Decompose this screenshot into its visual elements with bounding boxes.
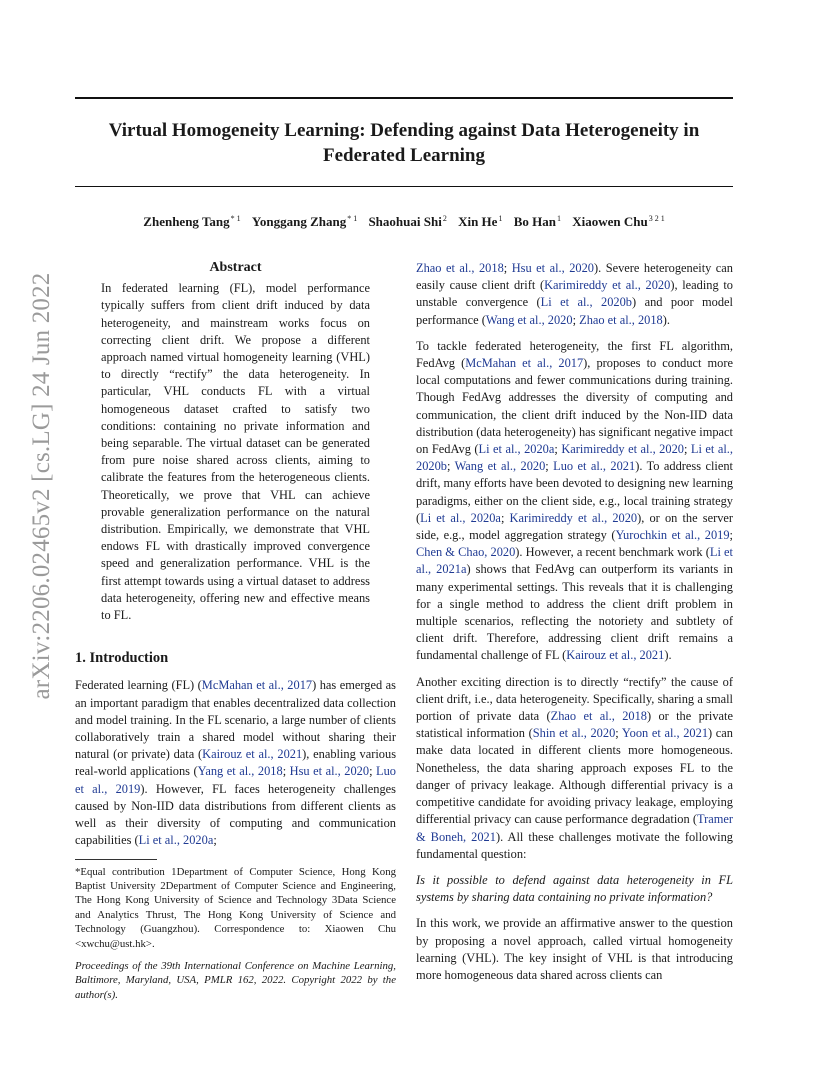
text-run: ; [683,442,691,457]
body-paragraph [416,338,733,665]
title-line-1: Virtual Homogeneity Learning: Defending against Data Heterogeneity in [108,120,700,141]
citation-link[interactable]: Yurochkin et al., 2019 [615,528,730,543]
author: Xin He$^1$ [458,214,503,229]
arxiv-identifier: arXiv:2206.02465v2 [cs.LG] 24 Jun 2022 [28,272,55,700]
text-run: ; [369,764,377,779]
text-run: ; [572,312,580,327]
text-run: ). However, a recent benchmark work ( [515,545,710,560]
text-run: ). [662,312,670,327]
citation-link[interactable]: Li et al., 2020b [416,442,733,474]
text-run: ), leading to unstable convergence ( [416,278,733,310]
citation-link[interactable]: Hsu et al., 2020 [289,764,370,779]
citation-link[interactable]: McMahan et al., 2017 [201,678,313,693]
text-run: ; [446,459,455,474]
text-run: ). However, FL faces heterogeneity challenges caused by Non-IID data distributions from different clients as well as their diversity of computing and communication capabilities ( [75,781,396,848]
section-heading-introduction: 1. Introduction [75,650,169,667]
text-run: To tackle federated heterogeneity, the first FL algorithm, FedAvg ( [416,338,733,371]
paper-title [75,118,733,168]
text-run: ; [503,261,512,275]
text-run: ; [615,726,622,741]
abstract-heading: Abstract [209,260,262,275]
author: Yonggang Zhang$^{* 1}$ [251,214,358,229]
text-run: ) and poor model performance ( [416,295,733,327]
body-paragraph: In this work, we provide an affirmative answer to the question by proposing a novel approach, called virtual homogeneity learning (VHL). The key insight of VHL is that introducing more homogeneous data shared across clients can [416,916,733,982]
citation-link[interactable]: Li et al., 2020b [540,295,633,310]
citation-link[interactable]: Zhao et al., 2018 [579,312,663,327]
citation-link[interactable]: Zhao et al., 2018 [416,261,504,275]
citation-link[interactable]: Chen & Chao, 2020 [416,545,516,560]
abstract-text: In federated learning (FL), model performance typically suffers from client drift induced by data heterogeneity, and mainstream works focus on correcting client drift. We propose a different approach named virtual homogeneity learning (VHL) to directly “rectify” the data heterogeneity. In particular, VHL conducts FL with a virtual homogeneous dataset crafted to satisfy two conditions: containing no private information and being separable. The virtual dataset can be generated from pure noise shared across clients, aiming to calibrate the features from the heterogeneous clients. Theoretically, we prove that VHL can achieve provable generalization performance on the natural distribution. Empirically, we demonstrate that VHL endows FL with drastically improved convergence speed and generalization performance. VHL is the first attempt towards using a virtual dataset to address data heterogeneity, offering new and effective means to FL. [101,281,370,623]
author-list [75,214,733,230]
citation-link[interactable]: Li et al., 2021a [416,545,733,577]
citation-link[interactable]: Luo et al., 2021 [553,459,636,474]
text-run: ). All these challenges motivate the following fundamental question: [416,829,733,861]
author: Zhenheng Tang$^{* 1}$ [143,214,241,229]
citation-link[interactable]: Li et al., 2020a [138,833,214,848]
title-top-rule [75,97,733,99]
citation-link[interactable]: Luo et al., 2019 [75,764,396,796]
body-paragraph [416,674,733,863]
citation-link[interactable]: Li et al., 2020a [478,442,555,457]
citation-link[interactable]: Wang et al., 2020 [454,459,546,474]
text-run: Federated learning (FL) ( [75,678,202,693]
text-run: ; [554,442,562,457]
citation-link[interactable]: Yoon et al., 2021 [621,726,709,741]
text-run: ; [500,510,510,525]
text-run: ) has emerged as an important paradigm that enables decentralized data collection and model training. In the FL scenario, a large number of clients collaboratively train a shared model without sharing their natural (or private) data ( [75,678,396,762]
citation-link[interactable]: Li et al., 2020a [420,510,501,525]
author: Bo Han$^1$ [513,214,561,229]
affiliation-footnote: *Equal contribution 1Department of Computer Science, Hong Kong Baptist University 2Department of Computer Science and Engineering, The Hong Kong University of Science and Technology 3Data Science and Analytics Thrust, The Hong Kong University of Science and Technology (Guangzhou). Correspondence to: Xiaowen Chu <xwchu@ust.hk>. [75,865,396,950]
citation-link[interactable]: Karimireddy et al., 2020 [561,442,684,457]
text-run: ). To address client drift, many efforts have been devoted to designing new learning paradigms, either on the client side, e.g., local training strategy ( [416,459,734,525]
title-line-2: Federated Learning [322,145,485,166]
intro-paragraph [75,677,396,849]
text-run: ). [664,648,672,663]
right-column [416,260,733,993]
text-run: Another exciting direction is to directly “rectify” the cause of client drift, i.e., data heterogeneity. Specifically, sharing a small portion of private data ( [416,674,733,724]
citation-link[interactable]: Zhao et al., 2018 [550,709,647,724]
citation-link[interactable]: Kairouz et al., 2021 [202,747,303,762]
citation-link[interactable]: Shin et al., 2020 [532,726,616,741]
author: Xiaowen Chu$^{3 2 1}$ [572,214,665,229]
text-run: ), enabling various real-world applications ( [75,747,397,779]
citation-link[interactable]: Yang et al., 2018 [197,764,283,779]
proceedings-footnote: Proceedings of the 39th International Conference on Machine Learning, Baltimore, Maryland, USA, PMLR 162, 2022. Copyright 2022 by the author(s). [75,959,396,1001]
title-bottom-rule [75,186,733,187]
citation-link[interactable]: Kairouz et al., 2021 [566,648,665,663]
footnote-rule [75,859,157,860]
text-run: ), or on the server side, e.g., model aggregation strategy ( [416,510,734,543]
text-run: ) or the private statistical information ( [416,709,733,741]
text-run: ) can make data located in different clients more homogeneous. Nonetheless, the data sharing approach exposes FL to the danger of privacy leakage. Although differential privacy is a competitive candidate for avoiding privacy leakage, employing differential privacy can cause performance degradation ( [416,726,734,827]
text-run: ; [729,528,733,543]
citation-link[interactable]: Karimireddy et al., 2020 [544,278,671,293]
footnotes [75,859,396,1003]
citation-link[interactable]: Wang et al., 2020 [485,312,573,327]
text-run: ). Severe heterogeneity can easily cause client drift ( [416,261,734,293]
text-run: ; [545,459,554,474]
left-column [75,259,396,1010]
research-question: Is it possible to defend against data heterogeneity in FL systems by sharing data containing no private information? [416,872,733,905]
text-run: ), proposes to conduct more local computations and fewer communications during training. Though FedAvg addresses the diversity of computing and communication, the client drift induced by the Non-IID data distribution (data heterogeneity) has significant negative impact on FedAvg ( [416,356,734,457]
text-run: ) shows that FedAvg can outperform its variants in many experimental settings. This reveals that it is challenging for a single method to address the client drift problem in multiple scenarios, reflecting the notoriety and subtlety of client drift. Therefore, addressing client drift remains a fundamental challenge of FL ( [416,562,733,663]
author: Shaohuai Shi$^2$ [368,214,447,229]
citation-link[interactable]: Hsu et al., 2020 [511,261,594,275]
citation-link[interactable]: Karimireddy et al., 2020 [509,510,638,525]
text-run: ; [282,764,290,779]
citation-link[interactable]: McMahan et al., 2017 [465,356,584,371]
citation-link[interactable]: Tramer & Boneh, 2021 [416,812,733,844]
body-paragraph [416,260,733,329]
text-run: ; [213,833,217,848]
